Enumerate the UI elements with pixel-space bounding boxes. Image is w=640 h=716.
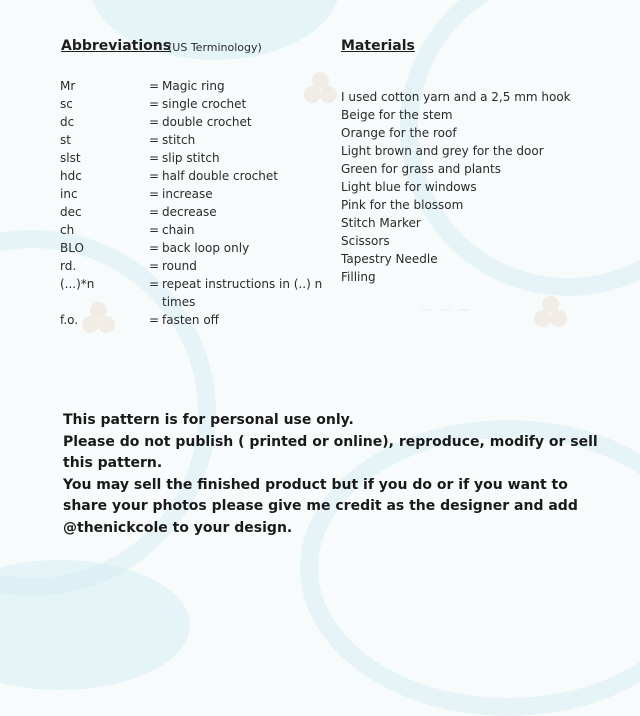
equals-sign: =: [149, 115, 160, 129]
equals-sign: =: [149, 277, 160, 291]
abbreviation-term: (...)*n: [60, 277, 95, 291]
equals-sign: =: [149, 259, 160, 273]
notice-line: Please do not publish ( printed or online), reproduce, modify or sell: [63, 433, 598, 450]
abbreviation-meaning: half double crochet: [162, 169, 278, 183]
materials-heading: Materials: [341, 38, 415, 54]
notice-line: this pattern.: [63, 455, 163, 471]
abbreviation-term: dc: [60, 115, 75, 129]
abbreviation-meaning: chain: [162, 223, 195, 237]
abbreviation-term: ch: [60, 223, 75, 237]
abbreviation-row: [60, 311, 330, 329]
abbreviation-term: slst: [60, 151, 81, 165]
abbreviations-heading: [61, 38, 171, 54]
equals-sign: =: [149, 79, 160, 93]
notice-line: This pattern is for personal use only.: [63, 412, 354, 428]
abbreviation-row: [60, 203, 330, 221]
abbreviation-row: [60, 149, 330, 167]
notice-line: You may sell the finished product but if you do or if you want to: [63, 476, 568, 493]
abbreviation-row: [60, 275, 330, 311]
material-item: I used cotton yarn and a 2,5 mm hook: [341, 90, 571, 104]
material-item: Filling: [341, 270, 376, 284]
abbreviation-meaning: back loop only: [162, 241, 250, 255]
material-item: Light brown and grey for the door: [341, 144, 544, 158]
abbreviation-row: [60, 113, 330, 131]
abbreviation-term: inc: [60, 187, 78, 201]
abbreviation-term: dec: [60, 205, 82, 219]
abbreviation-term: st: [60, 133, 71, 147]
equals-sign: =: [149, 151, 160, 165]
abbreviation-meaning: repeat instructions in (..) n times: [162, 277, 323, 309]
notice-line: @thenickcole to your design.: [63, 519, 293, 536]
abbreviation-meaning: round: [162, 259, 197, 273]
abbreviation-meaning: double crochet: [162, 115, 252, 129]
material-item: Scissors: [341, 234, 390, 248]
notice-line: share your photos please give me credit as the designer and add: [63, 498, 578, 514]
equals-sign: =: [149, 133, 160, 147]
background-watermark-script: ~ ~ ~: [420, 300, 471, 319]
material-item: Pink for the blossom: [341, 198, 464, 212]
abbreviation-row: [60, 95, 330, 113]
abbreviation-term: Mr: [60, 79, 76, 93]
abbreviations-list: [60, 77, 330, 329]
equals-sign: =: [149, 313, 160, 327]
abbreviation-row: [60, 167, 330, 185]
material-item: Stitch Marker: [341, 216, 421, 230]
abbreviation-meaning: stitch: [162, 133, 196, 147]
abbreviation-term: sc: [60, 97, 73, 111]
material-item: Tapestry Needle: [341, 252, 438, 266]
material-item: Green for grass and plants: [341, 162, 501, 176]
abbreviation-row: [60, 257, 330, 275]
abbreviation-row: [60, 239, 330, 257]
equals-sign: =: [149, 205, 160, 219]
abbreviation-term: rd.: [60, 259, 77, 273]
abbreviation-meaning: Magic ring: [162, 79, 225, 93]
background-blob-bottom-left: [0, 560, 190, 690]
abbreviation-term: hdc: [60, 169, 82, 183]
abbreviations-subtitle: (US Terminology): [168, 41, 262, 54]
abbreviation-meaning: single crochet: [162, 97, 247, 111]
abbreviations-title: Abbreviations: [61, 38, 172, 54]
material-item: Light blue for windows: [341, 180, 477, 194]
equals-sign: =: [149, 97, 160, 111]
materials-list: [341, 88, 571, 286]
abbreviation-meaning: increase: [162, 187, 213, 201]
abbreviation-row: [60, 185, 330, 203]
material-item: Orange for the roof: [341, 126, 457, 140]
abbreviation-row: [60, 77, 330, 95]
equals-sign: =: [149, 187, 160, 201]
abbreviation-term: BLO: [60, 241, 84, 255]
equals-sign: =: [149, 169, 160, 183]
usage-notice: [63, 410, 598, 539]
equals-sign: =: [149, 241, 160, 255]
abbreviation-row: [60, 221, 330, 239]
abbreviation-row: [60, 131, 330, 149]
abbreviation-term: f.o.: [60, 313, 79, 327]
abbreviation-meaning: fasten off: [162, 313, 219, 327]
abbreviation-meaning: slip stitch: [162, 151, 220, 165]
equals-sign: =: [149, 223, 160, 237]
flower-decoration-right: [532, 294, 568, 330]
abbreviation-meaning: decrease: [162, 205, 217, 219]
material-item: Beige for the stem: [341, 108, 453, 122]
